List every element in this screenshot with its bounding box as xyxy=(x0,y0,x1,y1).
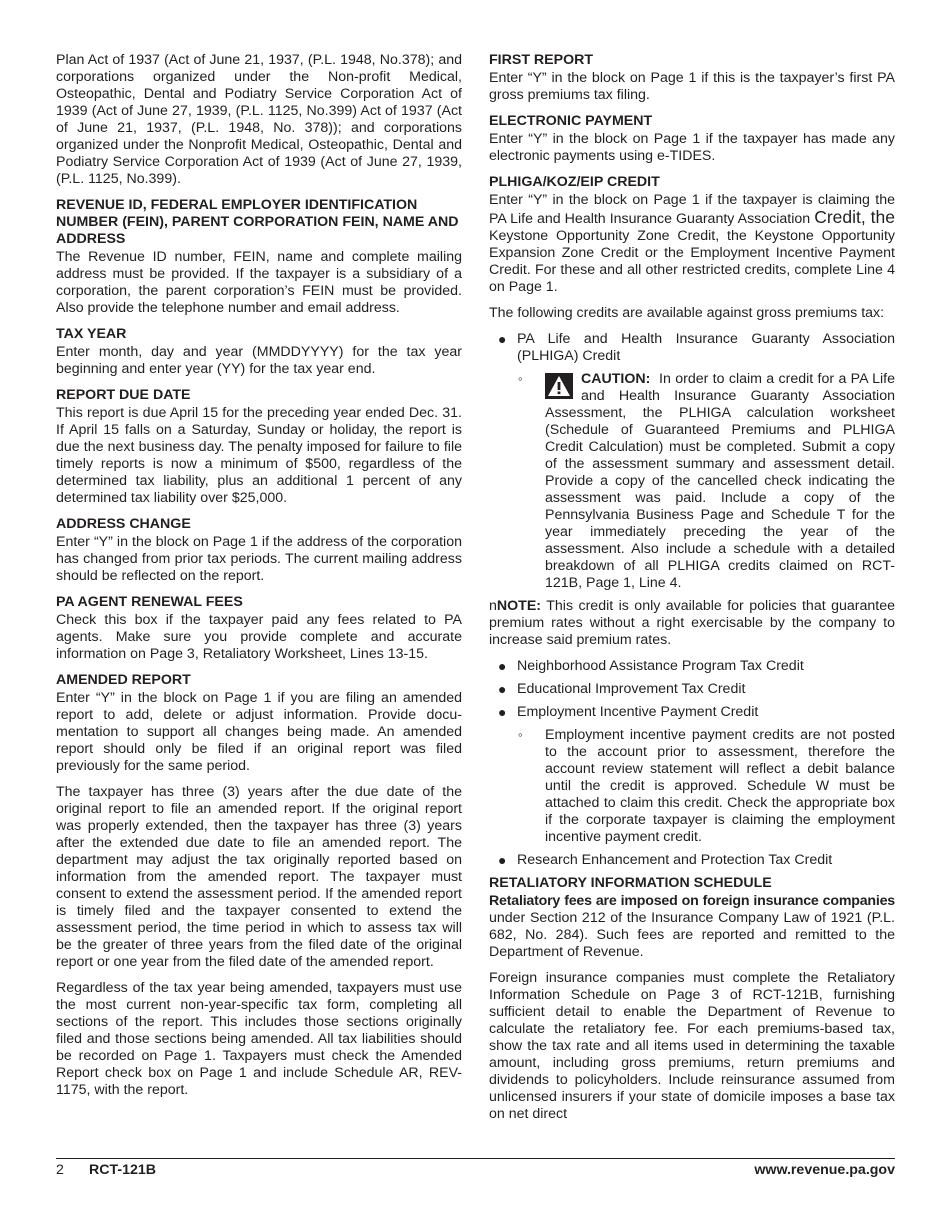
foreign-companies-text: Foreign insurance companies must complete the Retaliatory Information Schedule on Page 3 of RCT-121B, furnishing sufficient detail to enable the Department of Revenue to calculate the retaliatory fee. For each premiums-based tax, show the tax rate and all items used in determining the taxable amount, including gross premiums, return premiums and dividends to policyholders. Include reinsurance assumed from unlicensed insurers if your state of domicile imposes a base tax on net direct xyxy=(489,970,895,1122)
left-column xyxy=(56,52,462,1108)
address-change-text: Enter “Y” in the block on Page 1 if the address of the corporation has changed from prior tax periods. The current mailing address should be reflected on the report. xyxy=(56,534,462,584)
page-number: 2 xyxy=(56,1162,64,1178)
credits-list-continued xyxy=(489,658,895,721)
bullet-icon: ● xyxy=(498,681,507,697)
retaliatory-heading: RETALIATORY INFORMATION SCHEDULE xyxy=(489,875,772,891)
website-link[interactable]: www.revenue.pa.gov xyxy=(754,1162,895,1178)
revenue-id-text: The Revenue ID number, FEIN, name and complete mailing address must be provided. If the taxpayer is a subsidiary of a corporation, the parent corporation’s FEIN must be provided. Also provide the telephone number and email address. xyxy=(56,249,462,316)
first-report-heading: FIRST REPORT xyxy=(489,52,594,68)
revenue-id-heading: REVENUE ID, FEDERAL EMPLOYER IDENTIFICATION NUMBER (FEIN), PARENT CORPORATION FEIN, NAME AND ADDRESS xyxy=(56,197,459,247)
list-item: ● PA Life and Health Insurance Guaranty Association (PLHIGA) Credit xyxy=(498,331,895,364)
note-paragraph: nNOTE: This credit is only available for policies that guarantee premium rates without a right exercisable by the company to increase said premium rates. xyxy=(489,598,896,648)
note-label: NOTE: xyxy=(496,598,542,614)
amended-report-heading: AMENDED REPORT xyxy=(56,672,191,688)
amended-report-paragraph-3: Regardless of the tax year being amended, taxpayers must use the most current non-year-specific tax form, completing all sections of the report. This includes those sections originally filed and those sections being amended. All tax liabilities should be recorded on Page 1. Taxpayers must check the Amended Report check box on Page 1 and include Schedule AR, REV-1175, with the report. xyxy=(56,980,462,1098)
amended-report-paragraph-2: The taxpayer has three (3) years after the due date of the original report to file an amended report. If the original report was properly extended, then the taxpayer has three (3) years after the extended due date to file an amended report. The department may adjust the tax originally reported based on information from the amended report. The taxpayer must consent to extend the assessment period. If the amended report is timely filed and the taxpayer consented to extend the assessment period, the time period in which to assess tax will be the greater of three years from the filed date of the original report or one year from the filed date of the amended report. xyxy=(56,784,462,970)
intro-paragraph: Plan Act of 1937 (Act of June 21, 1937, (P.L. 1948, No.378); and corporations organized under the Non-profit Medical, Osteopathic, Dental and Podiatry Service Corporation Act of 1939 (Act of June 27, 1939, (P.L. 1125, No.399) Act of 1937 (Act of June 21, 1937, (P.L. 1948, No. 378)); and corporations organized under the Nonprofit Medical, Osteopathic, Dental and Podiatry Service Corporation Act of 1939 (Act of June 27, 1939, (P.L. 1125, No.399). xyxy=(56,52,462,187)
right-column xyxy=(489,52,895,1132)
plhiga-credit-text: Enter “Y” in the block on Page 1 if the taxpayer is claiming the PA Life and Health Insurance Guaranty Association Credit, the Keystone Opportunity Zone Credit, the Keystone Opportunity Expansion Zone Credit or the Employment Incentive Payment Credit. For these and all other restricted credits, complete Line 4 on Page 1. xyxy=(489,192,895,295)
electronic-payment-text: Enter “Y” in the block on Page 1 if the taxpayer has made any electronic payments using e-TIDES. xyxy=(489,131,895,164)
first-report-text: Enter “Y” in the block on Page 1 if this is the taxpayer’s first PA gross premiums tax filing. xyxy=(489,70,895,103)
address-change-heading: ADDRESS CHANGE xyxy=(56,516,191,532)
credits-list-final xyxy=(489,852,895,869)
bullet-icon: ● xyxy=(498,331,507,347)
form-number: RCT-121B xyxy=(89,1162,157,1178)
bullet-icon: ● xyxy=(498,852,507,868)
list-item: ● Research Enhancement and Protection Tax Credit xyxy=(498,852,833,868)
list-item: ● Educational Improvement Tax Credit xyxy=(498,681,746,697)
employment-credit-note: ◦ Employment incentive payment credits are not posted to the account prior to assessment, therefore the account review statement will reflect a debit balance until the credit is approved. Schedule W must be attached to claim this credit. Check the appropriate box if the corporate taxpayer is claiming the employment incentive payment credit. xyxy=(518,727,895,845)
caution-label: CAUTION: xyxy=(581,371,651,387)
credits-intro: The following credits are available against gross premiums tax: xyxy=(489,305,885,321)
caution-text: In order to claim a credit for a PA Life and Health Insurance Guaranty Association Assessment, the PLHIGA calculation worksheet (Schedule of Guaranteed Premiums and PLHIGA Credit Calculation) must be completed. Submit a copy of the assessment summary and assessment detail. Provide a copy of the cancelled check indicating the assessment was paid. Include a copy of the Pennsylvania Business Page and Schedule T for the year immediately preceding the year of the assessment. Also include a schedule with a detailed breakdown of all PLHIGA credits claimed on RCT-121B, Page 1, Line 4. xyxy=(545,371,895,591)
plhiga-credit-heading: PLHIGA/KOZ/EIP CREDIT xyxy=(489,174,660,190)
retaliatory-text: Retaliatory fees are imposed on foreign insurance companies under Section 212 of the Insurance Company Law of 1921 (P.L. 682, No. 284). Such fees are reported and remitted to the Department of Revenue. xyxy=(489,893,895,960)
footer-divider xyxy=(56,1158,895,1159)
agent-renewal-text: Check this box if the taxpayer paid any fees related to PA agents. Make sure you provide complete and accurate information on Page 3, Retaliatory Worksheet, Lines 13-15. xyxy=(56,612,462,662)
report-due-date-text: This report is due April 15 for the preceding year ended Dec. 31. If April 15 falls on a Saturday, Sunday or holiday, the report is due the next business day. The penalty imposed for failure to file timely reports is now a minimum of $500, regardless of the determined tax liability, plus an additional 1 percent of any determined tax liability over $25,000. xyxy=(56,405,462,506)
electronic-payment-heading: ELECTRONIC PAYMENT xyxy=(489,113,653,129)
warning-icon xyxy=(545,373,573,399)
circle-bullet-icon: ◦ xyxy=(518,371,523,386)
list-item: ● Employment Incentive Payment Credit xyxy=(498,704,759,720)
agent-renewal-heading: PA AGENT RENEWAL FEES xyxy=(56,594,243,610)
list-item: ● Neighborhood Assistance Program Tax Credit xyxy=(498,658,804,674)
amended-report-paragraph-1: Enter “Y” in the block on Page 1 if you are filing an amended report to add, delete or adjust information. Provide documentation to support all changes being made. An amended report should only be filed if an original report was filed previously for the same period. xyxy=(56,690,462,774)
bullet-icon: ● xyxy=(498,704,507,720)
circle-bullet-icon: ◦ xyxy=(518,727,523,742)
report-due-date-heading: REPORT DUE DATE xyxy=(56,387,191,403)
tax-year-text: Enter month, day and year (MMDDYYYY) for the tax year beginning and enter year (YY) for the tax year end. xyxy=(56,344,462,377)
caution-block xyxy=(489,371,895,592)
tax-year-heading: TAX YEAR xyxy=(56,326,127,342)
bullet-icon: ● xyxy=(498,658,507,674)
credits-list xyxy=(489,331,895,365)
